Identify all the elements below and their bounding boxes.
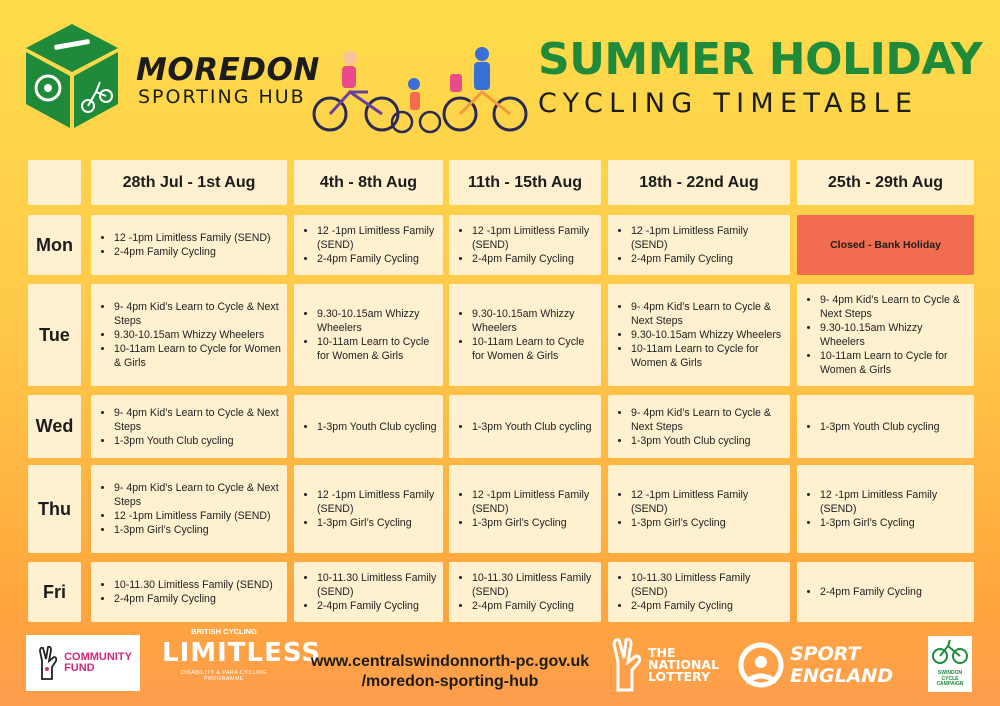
- session-item: • 10-11am Learn to Cycle for Women & Girls: [820, 349, 968, 377]
- session-cell: [91, 465, 287, 553]
- week-header: 18th - 22nd Aug: [608, 160, 790, 205]
- session-item: • 10-11.30 Limitless Family (SEND): [472, 571, 595, 599]
- session-list: [459, 307, 595, 363]
- session-list: [101, 481, 281, 537]
- week-header: 25th - 29th Aug: [797, 160, 974, 205]
- session-list: [304, 224, 437, 266]
- session-cell: [797, 465, 974, 553]
- session-list: [101, 406, 281, 448]
- session-list: [618, 406, 784, 448]
- session-list: [459, 571, 595, 613]
- session-item: • 2-4pm Family Cycling: [820, 585, 922, 599]
- brand-subtitle: SPORTING HUB: [138, 86, 306, 108]
- limitless-subtitle: DISABILITY & PARA CYCLING PROGRAMME: [180, 670, 268, 682]
- session-cell: [449, 562, 601, 622]
- session-item: • 10-11.30 Limitless Family (SEND): [114, 578, 273, 592]
- session-item: • 12 -1pm Limitless Family (SEND): [631, 224, 784, 252]
- moredon-logo-icon: [22, 22, 122, 130]
- website-link[interactable]: [300, 652, 600, 692]
- bike-campaign-icon: [930, 636, 970, 666]
- family-cycling-illustration: [310, 44, 530, 134]
- session-item: • 1-3pm Youth Club cycling: [317, 420, 437, 434]
- session-item: • 1-3pm Girl’s Cycling: [114, 523, 281, 537]
- session-cell: [449, 465, 601, 553]
- england-label: ENGLAND: [790, 665, 893, 687]
- swindon-line-2: CYCLE: [941, 675, 959, 682]
- session-item: • 1-3pm Youth Club cycling: [631, 434, 784, 448]
- session-cell: [294, 284, 443, 386]
- session-cell: [608, 215, 790, 275]
- session-item: • 12 -1pm Limitless Family (SEND): [472, 488, 595, 516]
- national-lottery-logo: [606, 636, 726, 694]
- website-line-1: www.centralswindonnorth-pc.gov.uk: [310, 653, 590, 670]
- session-item: • 9.30-10.15am Whizzy Wheelers: [631, 328, 784, 342]
- session-cell: [797, 284, 974, 386]
- title-subtitle: CYCLING TIMETABLE: [538, 88, 919, 119]
- session-item: • 10-11am Learn to Cycle for Women & Girls: [114, 342, 281, 370]
- session-item: • 9- 4pm Kid’s Learn to Cycle & Next Steps: [631, 406, 784, 434]
- day-label-wed: Wed: [28, 395, 81, 458]
- session-cell: [294, 562, 443, 622]
- session-item: • 12 -1pm Limitless Family (SEND): [631, 488, 784, 516]
- session-cell: [608, 465, 790, 553]
- session-item: • 10-11am Learn to Cycle for Women & Girls: [631, 342, 784, 370]
- session-item: • 12 -1pm Limitless Family (SEND): [472, 224, 595, 252]
- session-cell: [608, 284, 790, 386]
- session-item: • 12 -1pm Limitless Family (SEND): [114, 231, 271, 245]
- session-list: [618, 571, 784, 613]
- sport-label: SPORT: [790, 643, 861, 665]
- session-cell: [797, 562, 974, 622]
- limitless-logo: [162, 627, 322, 698]
- crossed-fingers-icon: [34, 645, 60, 681]
- session-item: • 2-4pm Family Cycling: [472, 599, 595, 613]
- swindon-line-3: CAMPAIGN: [936, 681, 964, 687]
- session-cell: [797, 395, 974, 458]
- session-item: • 2-4pm Family Cycling: [317, 599, 437, 613]
- day-label-fri: Fri: [28, 562, 81, 622]
- lottery-line-3: LOTTERY: [648, 669, 711, 684]
- session-item: • 10-11am Learn to Cycle for Women & Girls: [472, 335, 595, 363]
- session-cell: [294, 395, 443, 458]
- session-item: • 12 -1pm Limitless Family (SEND): [317, 488, 437, 516]
- session-item: • 1-3pm Girl’s Cycling: [472, 516, 595, 530]
- session-item: • 12 -1pm Limitless Family (SEND): [114, 509, 281, 523]
- community-fund-logo: [26, 635, 140, 691]
- session-cell: [91, 215, 287, 275]
- title-main: SUMMER HOLIDAY: [538, 34, 983, 85]
- session-item: • 10-11am Learn to Cycle for Women & Girls: [317, 335, 437, 363]
- session-cell: [91, 284, 287, 386]
- session-item: • 1-3pm Youth Club cycling: [472, 420, 592, 434]
- swindon-line-1: SWINDON: [937, 670, 963, 676]
- session-cell: [294, 215, 443, 275]
- session-list: [807, 420, 940, 434]
- session-item: • 9- 4pm Kid’s Learn to Cycle & Next Steps: [631, 300, 784, 328]
- session-item: • 9- 4pm Kid’s Learn to Cycle & Next Steps: [820, 293, 968, 321]
- session-list: [304, 307, 437, 363]
- week-header: 4th - 8th Aug: [294, 160, 443, 205]
- session-item: • 2-4pm Family Cycling: [114, 245, 271, 259]
- session-cell: [449, 215, 601, 275]
- session-item: • 9.30-10.15am Whizzy Wheelers: [114, 328, 281, 342]
- community-label: COMMUNITY: [64, 651, 132, 663]
- session-item: • 9- 4pm Kid’s Learn to Cycle & Next Steps: [114, 406, 281, 434]
- session-cell: [608, 562, 790, 622]
- session-item: • 1-3pm Youth Club cycling: [820, 420, 940, 434]
- sport-england-logo: [738, 640, 910, 690]
- session-item: • 9.30-10.15am Whizzy Wheelers: [820, 321, 968, 349]
- grid-corner: [28, 160, 81, 205]
- week-header: 11th - 15th Aug: [449, 160, 601, 205]
- session-list: [807, 585, 922, 599]
- brand-name: MOREDON: [136, 52, 320, 88]
- session-list: [618, 300, 784, 370]
- session-cell: [449, 284, 601, 386]
- session-cell: [91, 562, 287, 622]
- day-label-tue: Tue: [28, 284, 81, 386]
- limitless-label: LIMITLESS: [162, 638, 322, 668]
- session-item: • 2-4pm Family Cycling: [472, 252, 595, 266]
- session-item: • 1-3pm Youth Club cycling: [114, 434, 281, 448]
- day-label-mon: Mon: [28, 215, 81, 275]
- session-item: • 2-4pm Family Cycling: [114, 592, 273, 606]
- session-item: • 1-3pm Girl’s Cycling: [631, 516, 784, 530]
- lottery-line-2: NATIONAL: [648, 657, 720, 672]
- session-list: [304, 571, 437, 613]
- day-label-thu: Thu: [28, 465, 81, 553]
- closed-label: Closed - Bank Holiday: [830, 239, 941, 251]
- session-item: • 12 -1pm Limitless Family (SEND): [820, 488, 968, 516]
- session-item: • 2-4pm Family Cycling: [631, 252, 784, 266]
- session-list: [618, 488, 784, 530]
- session-list: [101, 231, 271, 259]
- session-item: • 1-3pm Girl’s Cycling: [317, 516, 437, 530]
- session-item: • 9- 4pm Kid’s Learn to Cycle & Next Steps: [114, 300, 281, 328]
- session-item: • 10-11.30 Limitless Family (SEND): [631, 571, 784, 599]
- fund-label: FUND: [64, 662, 95, 674]
- swindon-cycle-campaign-logo: [928, 636, 972, 692]
- session-item: • 9.30-10.15am Whizzy Wheelers: [317, 307, 437, 335]
- british-cycling-label: BRITISH CYCLING: [191, 627, 257, 636]
- session-item: • 9- 4pm Kid’s Learn to Cycle & Next Steps: [114, 481, 281, 509]
- session-cell: [294, 465, 443, 553]
- session-item: • 9.30-10.15am Whizzy Wheelers: [472, 307, 595, 335]
- crossed-fingers-lottery-icon: [606, 638, 644, 692]
- session-item: • 2-4pm Family Cycling: [317, 252, 437, 266]
- session-cell: [449, 395, 601, 458]
- website-line-2: /moredon-sporting-hub: [361, 673, 539, 690]
- lottery-line-1: THE: [648, 645, 676, 660]
- session-list: [101, 578, 273, 606]
- session-list: [304, 420, 437, 434]
- session-cell: [608, 395, 790, 458]
- session-list: [459, 488, 595, 530]
- session-item: • 10-11.30 Limitless Family (SEND): [317, 571, 437, 599]
- session-list: [618, 224, 784, 266]
- closed-cell: [797, 215, 974, 275]
- session-list: [459, 224, 595, 266]
- session-list: [304, 488, 437, 530]
- session-item: • 1-3pm Girl’s Cycling: [820, 516, 968, 530]
- session-cell: [91, 395, 287, 458]
- sport-england-icon: [738, 642, 784, 688]
- session-item: • 2-4pm Family Cycling: [631, 599, 784, 613]
- session-list: [459, 420, 592, 434]
- session-list: [101, 300, 281, 370]
- week-header: 28th Jul - 1st Aug: [91, 160, 287, 205]
- session-list: [807, 488, 968, 530]
- session-item: • 12 -1pm Limitless Family (SEND): [317, 224, 437, 252]
- session-list: [807, 293, 968, 377]
